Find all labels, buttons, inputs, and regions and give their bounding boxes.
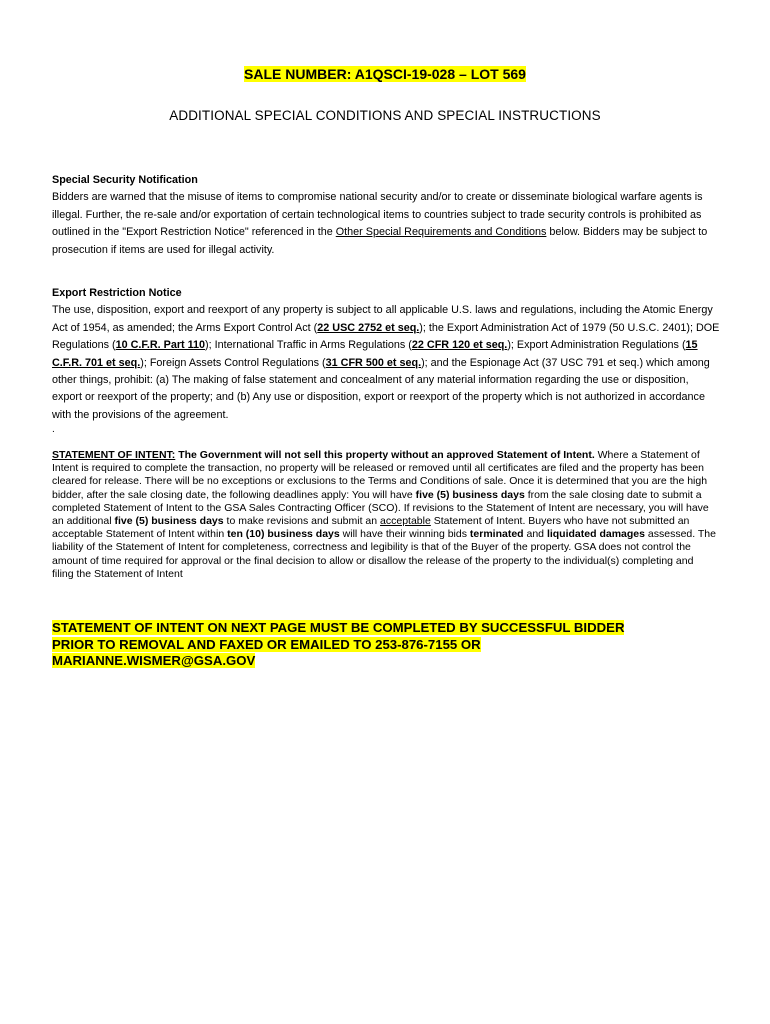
notice-line-2: PRIOR TO REMOVAL AND FAXED OR EMAILED TO 253-876-7155 OR xyxy=(52,636,481,652)
export-restriction-text: The use, disposition, export and reexport of any property is subject to all applicable U.S. laws and regulations, including the Atomic Energy Act of 1954, as amended; the Arms Export Control Act (22 USC 2752 et seq.); the Export Administration Act of 1979 (50 U.S.C. 2401); DOE Regulations (10 C.F.R. Part 110); International Traffic in Arms Regulations (22 CFR 120 et seq.); Export Administration Regulations (15 C.F.R. 701 et seq.); Foreign Assets Control Regulations (31 CFR 500 et seq.); and the Espionage Act (37 USC 791 et seq.) which among other things, prohibit: (a) The making of false statement and concealment of any material information regarding the use or disposition, export or reexport of the property; and (b) Any use or disposition, export or reexport of the property which is not authorized in accordance with the provisions of the agreement. xyxy=(52,304,720,421)
export-restriction-section xyxy=(52,285,720,424)
notice-email: MARIANNE.WISMER@GSA.GOV xyxy=(52,653,256,668)
export-restriction-heading: Export Restriction Notice xyxy=(52,287,182,299)
statement-of-intent-section: STATEMENT OF INTENT: The Government will not sell this property without an approved Statement of Intent. Where a Statement of Intent is required to complete the transaction, no property will be released or removed until all certificates are filed and the property has been cleared for release. There will be no exceptions or exclusions to the Terms and Conditions of sale. Once it is determined that you are the high bidder, after the sale closing date, the following deadlines apply: You will have five (5) business days from the sale closing date to submit a completed Statement of Intent to the GSA Sales Contracting Officer (SCO). If revisions to the Statement of Intent are necessary, you will have an additional five (5) business days to make revisions and submit an acceptable Statement of Intent. Buyers who have not submitted an acceptable Statement of Intent within ten (10) business days will have their winning bids terminated and liquidated damages assessed. The liability of the Statement of Intent for completeness, correctness and legibility is that of the Buyer of the property. GSA does not control the amount of time required for approval or the final decision to allow or disallow the release of the property to the individual(s) completing and filing the Statement of Intent xyxy=(52,449,716,580)
special-security-heading: Special Security Notification xyxy=(52,174,198,186)
page-subtitle: ADDITIONAL SPECIAL CONDITIONS AND SPECIAL INSTRUCTIONS xyxy=(169,108,601,123)
citation-22-usc: 22 USC 2752 et seq. xyxy=(317,321,420,334)
special-security-text: Bidders are warned that the misuse of items to compromise national security and/or to create or disseminate biological warfare agents is illegal. Further, the re-sale and/or exportation of certain technological items to countries subject to trade security controls is prohibited as outlined in the "Export Restriction Notice" referenced in the Other Special Requirements and Conditions below. Bidders may be subject to prosecution if items are used for illegal activity. xyxy=(52,191,708,256)
completion-notice xyxy=(52,620,716,670)
sale-number-title xyxy=(0,66,770,82)
notice-line-1: STATEMENT OF INTENT ON NEXT PAGE MUST BE COMPLETED BY SUCCESSFUL BIDDER xyxy=(52,620,625,635)
citation-31-cfr: 31 CFR 500 et seq. xyxy=(325,356,422,369)
citation-15-cfr: 15 C.F.R. 701 et seq. xyxy=(52,339,698,369)
statement-of-intent-label: STATEMENT OF INTENT: xyxy=(52,449,176,461)
stray-dot: . xyxy=(52,424,55,435)
special-security-section xyxy=(52,172,720,259)
citation-10-cfr: 10 C.F.R. Part 110 xyxy=(115,339,206,352)
sale-number-text: SALE NUMBER: A1QSCI-19-028 – LOT 569 xyxy=(244,66,526,82)
other-special-requirements-link[interactable]: Other Special Requirements and Conditions xyxy=(335,226,547,239)
citation-22-cfr: 22 CFR 120 et seq. xyxy=(411,339,508,352)
